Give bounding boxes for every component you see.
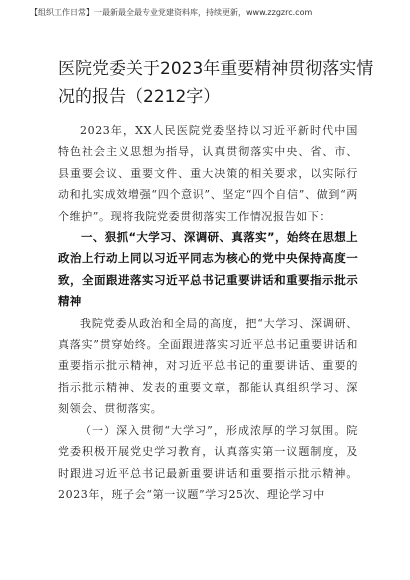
body-paragraph: 我院党委从政治和全局的高度，把“大学习、深调研、真落实”贯穿始终。全面跟进落实习近平总书记重要讲话和重要指示批示精神，对习近平总书记的重要讲话、重要的指示批示精神、发表的重要文章，都能认真组织学习、深刻领会、贯彻落实。	[58, 316, 358, 416]
document-title: 医院党委关于2023年重要精神贯彻落实情况的报告（2212字）	[58, 59, 374, 107]
header-banner: 【组织工作日常】一最新最全最专业党建资料库，持续更新，www.zzgzrc.com	[30, 8, 313, 17]
document-body	[58, 120, 358, 505]
section-heading: 一、狠抓“大学习、深调研、真落实”，始终在思想上政治上行动上同以习近平同志为核心的党中央保持高度一致，全面跟进落实习近平总书记重要讲话和重要指示批示精神	[58, 230, 358, 309]
intro-paragraph: 2023年，XX人民医院党委坚持以习近平新时代中国特色社会主义思想为指导，认真贯彻落实中央、省、市、县重要会议、重要文件、重大决策的相关要求，以实际行动和扎实成效增强“四个意识”、坚定“四个自信”、做到“两个维护”。现将我院党委贯彻落实工作情况报告如下：	[58, 124, 358, 223]
subsection-paragraph: （一）深入贯彻“大学习”，形成浓厚的学习氛围。院党委积极开展党史学习教育，认真落实第一议题制度，及时跟进习近平总书记最新重要讲话和重要指示批示精神。2023年，班子会“第一议题”学习25次、理论学习中	[58, 423, 358, 501]
